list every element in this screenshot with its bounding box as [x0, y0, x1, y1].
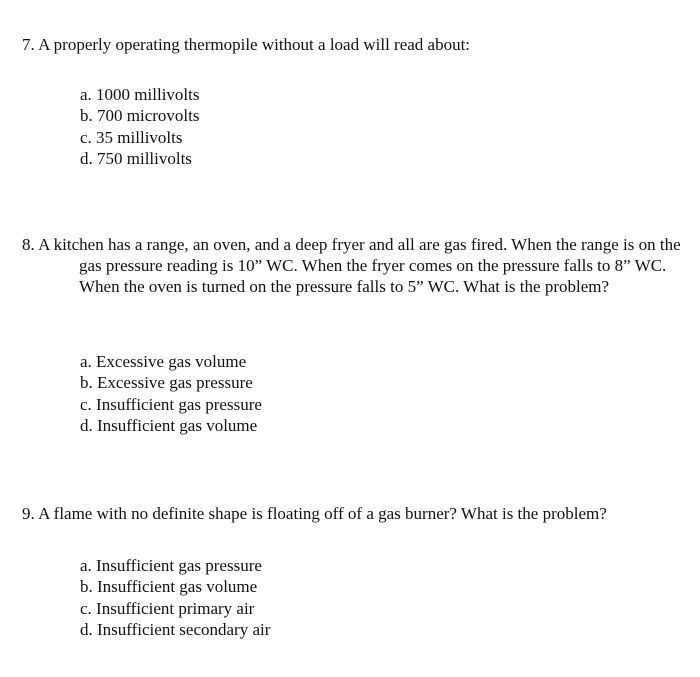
choice-b: b. Insufficient gas volume — [80, 577, 258, 597]
choice-a: a. Insufficient gas pressure — [80, 556, 262, 575]
choice-c: c. Insufficient gas pressure — [80, 394, 262, 414]
question-number: 7. — [22, 35, 35, 54]
choice-d: d. 750 millivolts — [80, 148, 192, 168]
question-7-stem — [22, 34, 688, 55]
question-8-choices — [80, 351, 262, 436]
choice-b: b. Excessive gas pressure — [80, 373, 253, 393]
question-text: A properly operating thermopile without a load will read about: — [38, 35, 471, 54]
question-number: 8. — [22, 235, 35, 254]
choice-a: a. 1000 millivolts — [80, 85, 200, 104]
question-9-stem — [22, 503, 688, 524]
question-text: A flame with no definite shape is floating off of a gas burner? What is the problem? — [38, 504, 607, 523]
question-number: 9. — [22, 504, 35, 523]
question-8-stem — [22, 234, 688, 297]
choice-c: c. 35 millivolts — [80, 127, 183, 147]
choice-b: b. 700 microvolts — [80, 106, 200, 126]
choice-a: a. Excessive gas volume — [80, 352, 247, 371]
question-9-choices — [80, 555, 270, 640]
choice-c: c. Insufficient primary air — [80, 598, 255, 618]
choice-d: d. Insufficient secondary air — [80, 619, 271, 639]
question-text: A kitchen has a range, an oven, and a deep fryer and all are gas fired. When the range is on the gas pressure reading is 10” WC. When the fryer comes on the pressure falls to 8” WC. When the oven is turned on the pressure falls to 5” WC. What is the problem? — [38, 235, 681, 296]
question-7-choices — [80, 84, 199, 169]
choice-d: d. Insufficient gas volume — [80, 415, 258, 435]
